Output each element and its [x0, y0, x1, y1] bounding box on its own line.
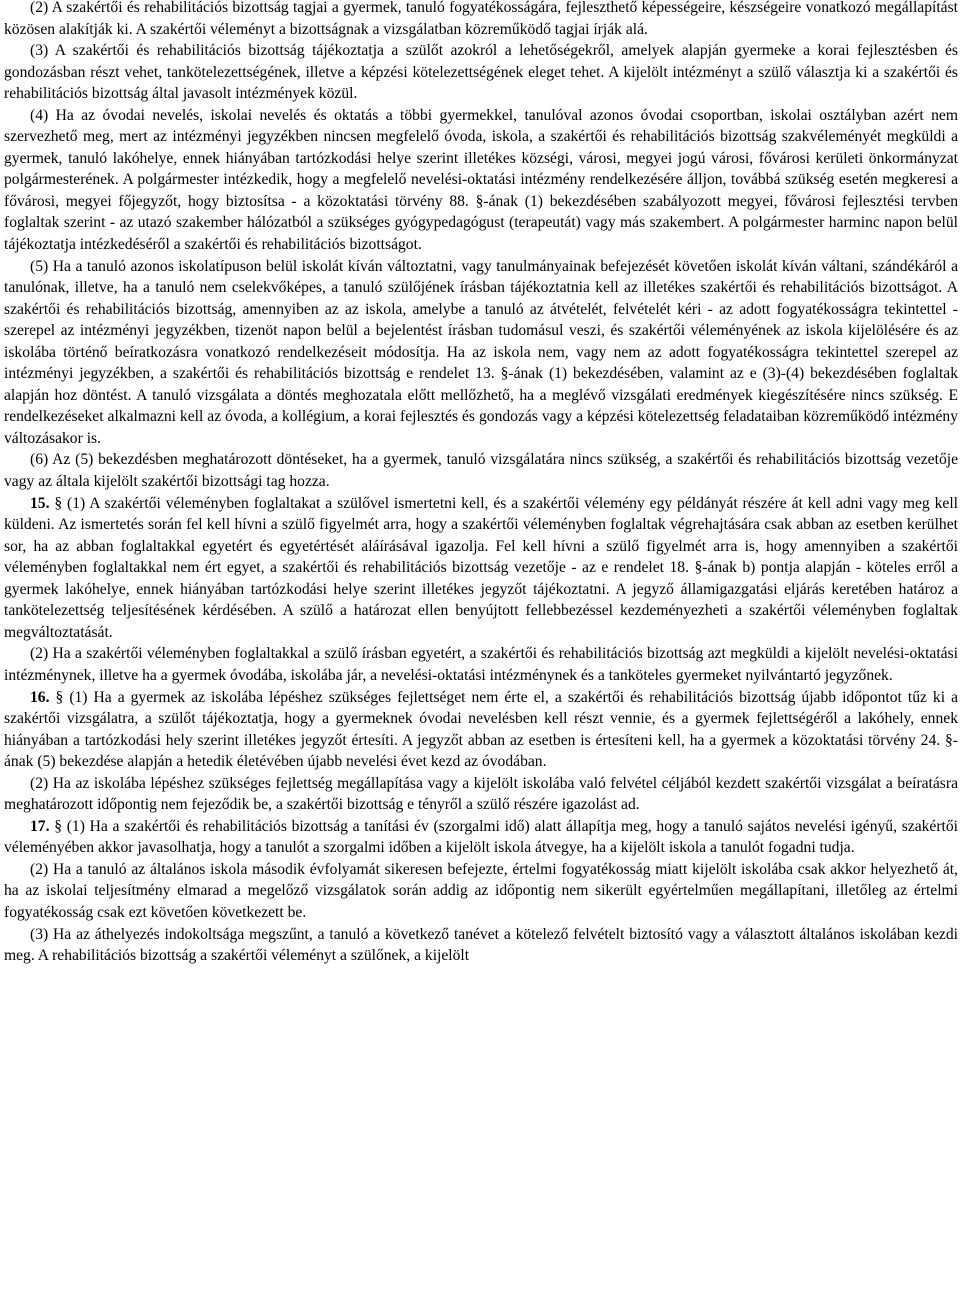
- paragraph-text: § (1) Ha a gyermek az iskolába lépéshez szükséges fejlettséget nem érte el, a szakértői és rehabilitációs bizottság újabb időpontot tűz ki a szakértői vizsgálatra, a szülőt tájékoztatja, hogy a gyermeknek óvodai nevelésben kell részt vennie, és a gyermek fejlettségéről a lakóhely, ennek hiányában a tartózkodási hely szerint illetékes jegyzőt értesíti. A jegyzőt abban az esetben is értesíteni kell, ha a gyermek a közoktatási törvény 24. §-ának (5) bekezdése alapján a hetedik életévében újabb nevelési évet kezd az óvodában.: [4, 688, 958, 771]
- paragraph-text: § (1) Ha a szakértői és rehabilitációs bizottság a tanítási év (szorgalmi idő) alatt állapítja meg, hogy a tanuló sajátos nevelési igényű, szakértői véleményében akkor javasolhatja, hogy a tanulót a szorgalmi időben a kijelölt iskola átvegye, ha a kijelölt iskola a tanulót fogadni tudja.: [4, 817, 958, 857]
- section-16-paragraph-2: (2) Ha az iskolába lépéshez szükséges fejlettség megállapítása vagy a kijelölt iskolába való felvétel céljából kezdett szakértői vizsgálat a beíratásra meghatározott időpontig nem fejeződik be, a szakértői bizottság e tényről a szülő részére igazolást ad.: [4, 774, 958, 814]
- paragraph-text: § (1) A szakértői véleményben foglaltakat a szülővel ismertetni kell, és a szakértői vélemény egy példányát részére át kell adni vagy meg kell küldeni. Az ismertetés során fel kell hívni a szülő figyelmét arra, hogy a szakértői véleményben foglaltak végrehajtására csak abban az esetben kerülhet sor, ha az abban foglaltakkal egyetért és egyetértését aláírásával igazolja. Fel kell hívni a szülő figyelmét arra is, hogy amennyiben a szakértői véleményben foglaltakkal nem ért egyet, a szakértői és rehabilitációs bizottság vezetője - az e rendelet 18. §-ának b) pontja alapján - köteles erről a gyermek lakóhelye, ennek hiányában tartózkodási helye szerint illetékes jegyzőt tájékoztatni. A jegyző államigazgatási eljárás keretében határoz a tankötelezettség teljesítésének kérdésében. A szülő a határozat ellen benyújtott fellebbezéssel kezdeményezheti a szakértői véleményben foglaltak megváltoztatását.: [4, 494, 958, 641]
- section-number: 16.: [30, 688, 50, 706]
- section-15-paragraph-2: (2) Ha a szakértői véleményben foglaltakkal a szülő írásban egyetért, a szakértői és rehabilitációs bizottság azt megküldi a kijelölt nevelési-oktatási intézménynek, illetve ha a gyermek óvodába, iskolába jár, a nevelési-oktatási intézménynek és a tanköteles gyermeket nyilvántartó jegyzőnek.: [4, 645, 958, 684]
- section-17-paragraph-3: (3) Ha az áthelyezés indokoltsága megszűnt, a tanuló a következő tanévet a kötelező felvételt biztosító vagy a választott általános iskolában kezdi meg. A rehabilitációs bizottság a szakértői véleményt a szülőnek, a kijelölt: [4, 925, 958, 965]
- section-16-paragraph-1: [4, 687, 958, 773]
- section-number: 17.: [30, 817, 50, 835]
- section-15-paragraph-1: [4, 493, 958, 644]
- paragraph-2-continued: (2) A szakértői és rehabilitációs bizottság tagjai a gyermek, tanuló fogyatékosságára, fejleszthető képességeire, készségeire vonatkozó megállapítást közösen alakítják ki. A szakértői véleményt a bizottságnak a vizsgálatban közreműködő tagjai írják alá.: [4, 0, 958, 38]
- paragraph-6: (6) Az (5) bekezdésben meghatározott döntéseket, ha a gyermek, tanuló vizsgálatára nincs szükség, a szakértői és rehabilitációs bizottság vezetője vagy az általa kijelölt szakértői bizottsági tag hozza.: [4, 451, 958, 491]
- section-number: 15.: [30, 494, 50, 512]
- paragraph-4: (4) Ha az óvodai nevelés, iskolai nevelés és oktatás a többi gyermekkel, tanulóval azonos óvodai csoportban, iskolai osztályban azért nem szervezhető meg, mert az intézményi jegyzékben nincsen megfelelő óvoda, iskola, a szakértői és rehabilitációs bizottság szakvéleményét megküldi a gyermek, tanuló lakóhelye, ennek hiányában tartózkodási helye szerint illetékes községi, városi, megyei jogú városi, fővárosi kerületi önkormányzat polgármesterének. A polgármester intézkedik, hogy a megfelelő nevelési-oktatási intézmény rendelkezésére álljon, továbbá szükség esetén megkeresi a fővárosi, megyei főjegyzőt, hogy biztosítsa - a közoktatási törvény 88. §-ának (1) bekezdésében szabályozott megyei, fővárosi fejlesztési tervben foglaltak szerint - az utazó szakember hálózatból a szükséges gyógypedagógust (terapeutát) vagy más szakembert. A polgármester harminc napon belül tájékoztatja intézkedéséről a szakértői és rehabilitációs bizottságot.: [4, 106, 958, 254]
- paragraph-5: (5) Ha a tanuló azonos iskolatípuson belül iskolát kíván változtatni, vagy tanulmányainak befejezését követően iskolát kíván váltani, szándékáról a tanulónak, illetve, ha a tanuló nem cselekvőképes, a tanuló szülőjének írásban tájékoztatnia kell az illetékes szakértői és rehabilitációs bizottságot. A szakértői és rehabilitációs bizottság, amennyiben az az iskola, amelybe a tanuló az átvételét, felvételét kéri - az adott fogyatékosságra tekintettel - szerepel az intézményi jegyzékben, tizenöt napon belül a bejelentést írásban tudomásul veszi, és szakértői véleményének az iskola kijelölésére és az iskolába történő beíratkozásra vonatkozó rendelkezéseit módosítja. Ha az iskola nem, vagy nem az adott fogyatékosságra tekintettel szerepel az intézményi jegyzékben, a szakértői és rehabilitációs bizottság e rendelet 13. §-ának (1) bekezdésében, valamint az e (3)-(4) bekezdésében foglaltak alapján hoz döntést. A tanuló vizsgálata a döntés meghozatala előtt mellőzhető, ha a meglévő vizsgálati eredmények kiegészítésére nincs szükség. E rendelkezéseket alkalmazni kell az óvoda, a kollégium, a korai fejlesztés és gondozás vagy a képzési kötelezettség feladataiban közreműködő intézmény változásakor is.: [4, 257, 958, 447]
- paragraph-3: (3) A szakértői és rehabilitációs bizottság tájékoztatja a szülőt azokról a lehetőségekről, amelyek alapján gyermeke a korai fejlesztésben és gondozásban részt vehet, tankötelezettségének, illetve a képzési kötelezettségének eleget tehet. A kijelölt intézményt a szülő választja ki a szakértői és rehabilitációs bizottság által javasolt intézmények közül.: [4, 42, 958, 103]
- section-17-paragraph-1: [4, 816, 958, 859]
- section-17-paragraph-2: (2) Ha a tanuló az általános iskola második évfolyamát sikeresen befejezte, értelmi fogyatékosság miatt kijelölt iskolába csak akkor helyezhető át, ha az iskolai teljesítmény elmarad a megelőző vizsgálatok során addig az időpontig nem sikerült egyértelműen megállapítani, illetőleg az értelmi fogyatékosság csak ezt követően következett be.: [4, 860, 958, 921]
- document-page: [4, 0, 958, 967]
